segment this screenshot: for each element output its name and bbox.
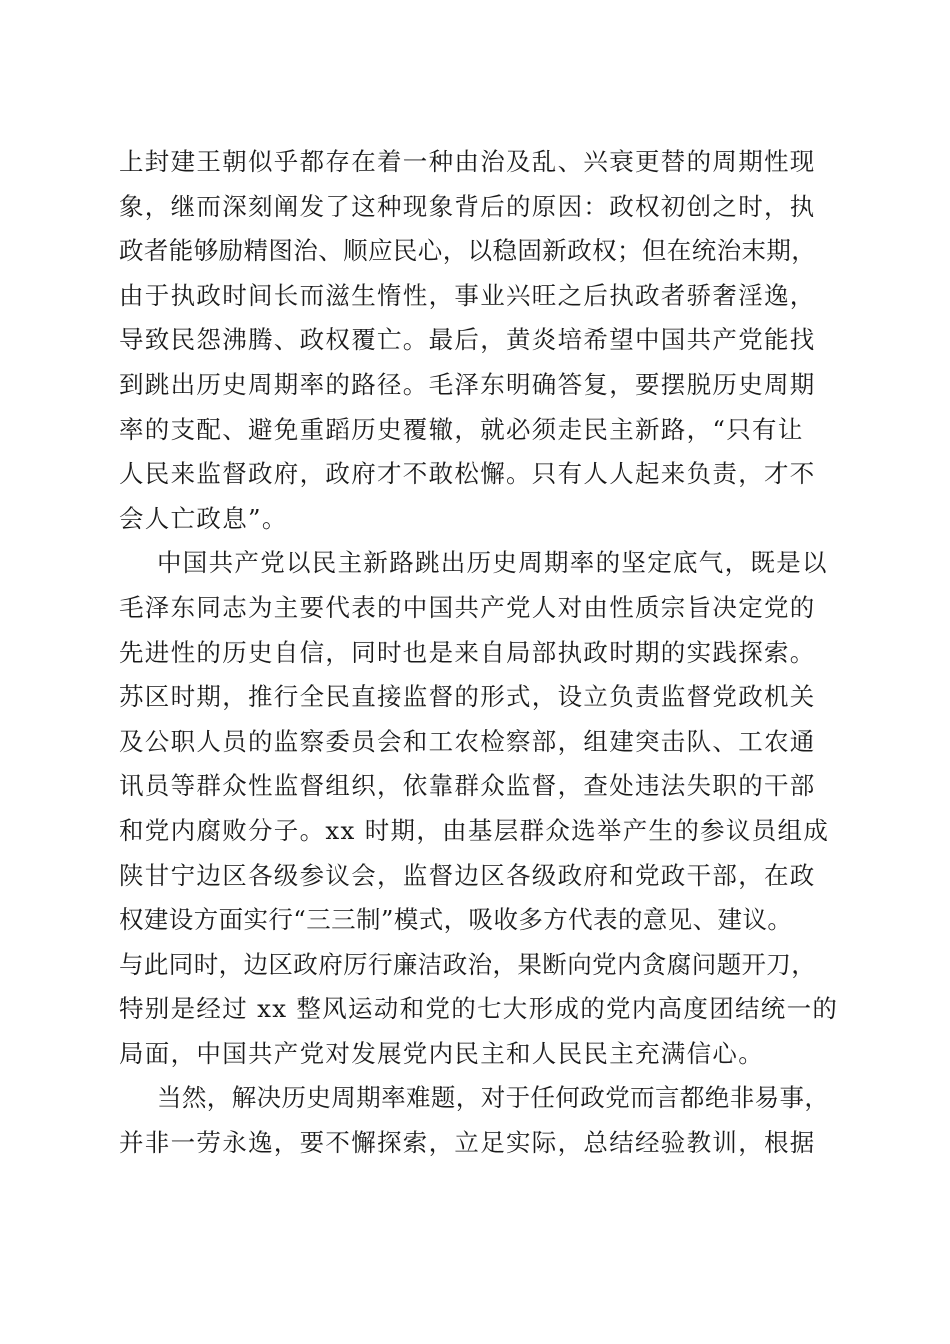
text-line: 局面，中国共产党对发展党内民主和人民民主充满信心。	[119, 1038, 764, 1068]
text-line: 人民来监督政府，政府才不敢松懈。只有人人起来负责，才不	[119, 459, 816, 489]
text-line: 会人亡政息”。	[119, 503, 288, 533]
text-line: 苏区时期，推行全民直接监督的形式，设立负责监督党政机关	[119, 682, 816, 712]
text-line: 毛泽东同志为主要代表的中国共产党人对由性质宗旨决定党的	[119, 592, 816, 622]
text-line: 先进性的历史自信，同时也是来自局部执政时期的实践探索。	[119, 637, 816, 667]
text-line: 象，继而深刻阐发了这种现象背后的原因：政权初创之时，执	[119, 191, 816, 221]
text-line: 陕甘宁边区各级参议会，监督边区各级政府和党政干部，在政	[119, 860, 816, 890]
body-text	[119, 140, 839, 1166]
text-line: 上封建王朝似乎都存在着一种由治及乱、兴衰更替的周期性现	[119, 147, 816, 176]
text-line: 与此同时，边区政府厉行廉洁政治，果断向党内贪腐问题开刀，	[119, 949, 817, 979]
text-line: 率的支配、避免重蹈历史覆辙，就必须走民主新路，“只有让	[119, 414, 804, 444]
text-line: 当然，解决历史周期率难题，对于任何政党而言都绝非易事，	[157, 1083, 830, 1113]
text-line: 由于执政时间长而滋生惰性，事业兴旺之后执政者骄奢淫逸，	[119, 280, 816, 310]
text-line: 特别是经过 xx 整风运动和党的七大形成的党内高度团结统一的	[119, 994, 839, 1024]
text-line: 和党内腐败分子。xx 时期，由基层群众选举产生的参议员组成	[119, 815, 830, 845]
text-line: 到跳出历史周期率的路径。毛泽东明确答复，要摆脱历史周期	[119, 369, 816, 399]
text-line: 及公职人员的监察委员会和工农检察部，组建突击队、工农通	[119, 726, 816, 756]
paragraph-1	[119, 140, 835, 541]
text-line: 并非一劳永逸，要不懈探索，立足实际，总结经验教训，根据	[119, 1128, 816, 1158]
paragraph-2	[119, 541, 839, 1076]
paragraph-3	[119, 1076, 835, 1165]
text-line: 政者能够励精图治、顺应民心，以稳固新政权；但在统治末期，	[119, 236, 817, 266]
text-line: 导致民怨沸腾、政权覆亡。最后，黄炎培希望中国共产党能找	[119, 325, 816, 355]
text-line: 权建设方面实行“三三制”模式，吸收多方代表的意见、建议。	[119, 905, 793, 935]
text-line: 讯员等群众性监督组织，依靠群众监督，查处违法失职的干部	[119, 771, 816, 801]
text-line: 中国共产党以民主新路跳出历史周期率的坚定底气，既是以	[157, 548, 828, 578]
